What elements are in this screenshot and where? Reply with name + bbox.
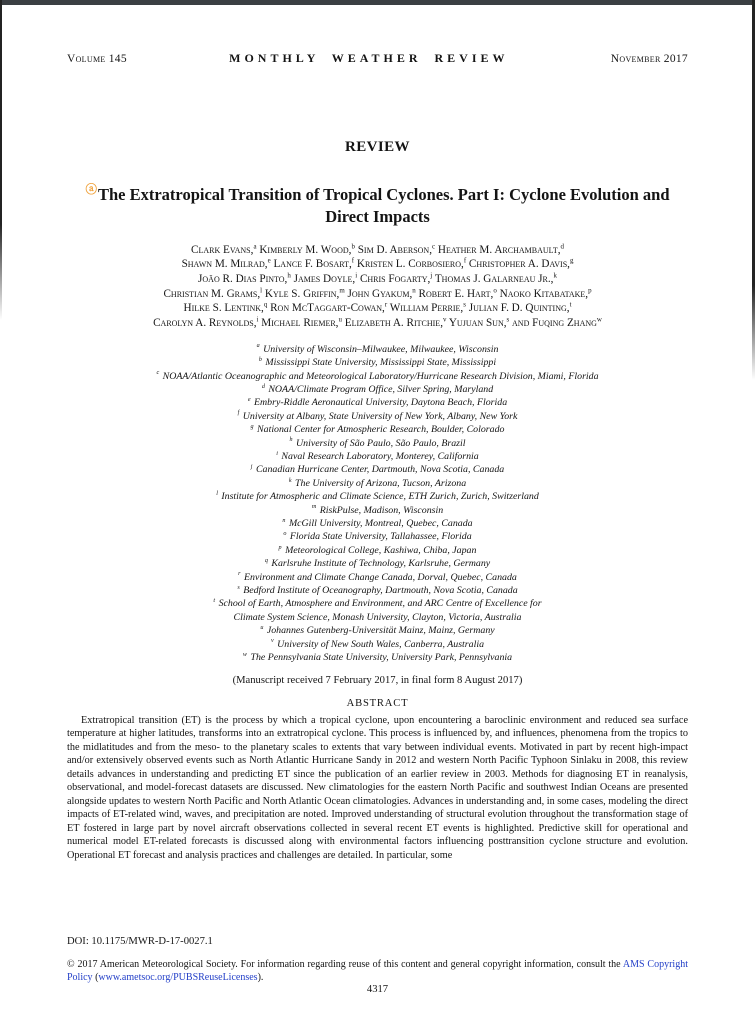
author-line: Shawn M. Milrad,$^e$ Lance F. Bosart,$^f$ Kristen L. Corbosiero,$^f$ Christopher A. Davis,$^g$ <box>181 256 574 271</box>
affiliation-line: $^p$ Meteorological College, Kashiwa, Chiba, Japan <box>278 544 477 556</box>
affiliation-line: Climate System Science, Monash University, Clayton, Victoria, Australia <box>233 611 522 623</box>
affiliation-line: $^c$ NOAA/Atlantic Oceanographic and Meteorological Laboratory/Hurricane Research Division, Miami, Florida <box>156 370 599 382</box>
affiliation-line: $^g$ National Center for Atmospheric Research, Boulder, Colorado <box>250 423 505 436</box>
affiliation-line: $^b$ Mississippi State University, Mississippi State, Mississippi <box>258 356 497 369</box>
page-number: 4317 <box>366 984 389 995</box>
affiliation-line: $^u$ Johannes Gutenberg-Universität Mainz, Mainz, Germany <box>260 624 495 637</box>
copyright-close: ). <box>257 972 264 984</box>
reuse-license-url-link[interactable]: www.ametsoc.org/PUBSReuseLicenses <box>98 972 258 984</box>
author-lines <box>67 243 688 331</box>
volume-label: Volume 145 <box>67 53 127 65</box>
author-line: Clark Evans,$^a$ Kimberly M. Wood,$^b$ Sim D. Aberson,$^c$ Heather M. Archambault,$^d$ <box>191 241 564 256</box>
affiliation-line: $^e$ Embry-Riddle Aeronautical University, Daytona Beach, Florida <box>247 397 508 409</box>
article-title: The Extratropical Transition of Tropical Cyclones. Part I: Cyclone Evolution and Direct Impacts <box>97 185 670 226</box>
copyright-text: © 2017 American Meteorological Society. For information regarding reuse of this content and general copyright information, consult the <box>67 959 623 970</box>
abstract-heading: ABSTRACT <box>346 697 409 709</box>
affiliation-line: $^w$ The Pennsylvania State University, University Park, Pennsylvania <box>242 651 513 664</box>
affiliation-line: $^a$ University of Wisconsin–Milwaukee, Milwaukee, Wisconsin <box>256 343 499 355</box>
affiliation-line: $^k$ The University of Arizona, Tucson, Arizona <box>288 477 467 489</box>
scan-top-edge <box>0 0 755 5</box>
affiliation-line: $^h$ University of São Paulo, São Paulo, Brazil <box>289 437 466 449</box>
scan-left-edge <box>0 0 2 320</box>
author-line: Carolyn A. Reynolds,$^i$ Michael Riemer,$^u$ Elizabeth A. Ritchie,$^v$ Yujuan Sun,$^s$ and Fuqing Zhang$^w$ <box>153 315 602 330</box>
affiliation-line: $^o$ Florida State University, Tallahassee, Florida <box>283 531 472 543</box>
section-label: REVIEW <box>345 139 410 155</box>
affiliation-line: $^r$ Environment and Climate Change Canada, Dorval, Quebec, Canada <box>238 571 517 583</box>
affiliation-line: $^l$ Institute for Atmospheric and Climate Science, ETH Zurich, Zurich, Switzerland <box>216 490 539 503</box>
affiliation-line: $^n$ McGill University, Montreal, Quebec, Canada <box>282 517 473 530</box>
affiliation-line: $^m$ RiskPulse, Madison, Wisconsin <box>311 504 444 516</box>
journal-name: MONTHLY WEATHER REVIEW <box>229 51 509 65</box>
affiliation-line: $^i$ Naval Research Laboratory, Monterey, California <box>276 450 479 462</box>
article-title-block <box>76 183 680 228</box>
abstract-text: Extratropical transition (ET) is the process by which a tropical cyclone, upon encountering a baroclinic environment and reduced sea surface temperature at higher latitudes, transforms into an extratropical cyclone. This process is influenced by, and influences, phenomena from the tropics to the midlatitudes and from the meso- to the planetary scales to extents that vary between individual events. Motivated in part by recent high-impact and/or extensively observed events such as North Atlantic Hurricane Sandy in 2012 and western North Pacific Typhoon Sinlaku in 2008, this review details advances in understanding and predicting ET since the publication of an earlier review in 2003. Methods for diagnosing ET in reanalysis, observational, and model-forecast datasets are discussed. New climatologies for the eastern North Pacific and southwest Indian Oceans are presented alongside updates to western North Pacific and North Atlantic Ocean climatologies. Advances in understanding and, in some cases, modeling the direct impacts of ET-related wind, waves, and precipitation are noted. Improved understanding of structural evolution throughout the transformation stage of ET fostered in large part by novel aircraft observations collected in several recent ET events is highlighted. Predictive skill for operational and numerical model ET-related forecasts is discussed along with environmental factors influencing posttransition cyclone structure and evolution. Operational ET forecast and analysis practices and challenges are detailed. In particular, some <box>67 714 688 861</box>
author-line: João R. Dias Pinto,$^h$ James Doyle,$^i$ Chris Fogarty,$^j$ Thomas J. Galarneau Jr.,$^k$ <box>198 271 557 285</box>
author-line: Hilke S. Lentink,$^q$ Ron McTaggart-Cowan,$^r$ William Perrie,$^s$ Julian F. D. Quinting,$^t$ <box>183 300 572 315</box>
affiliation-line: $^s$ Bedford Institute of Oceanography, Dartmouth, Nova Scotia, Canada <box>237 584 518 597</box>
affiliation-line: $^t$ School of Earth, Atmosphere and Environment, and ARC Centre of Excellence for <box>213 598 542 610</box>
issue-date: November 2017 <box>610 53 688 65</box>
open-access-icon[interactable]: ⓐ <box>85 184 97 196</box>
affiliation-line: $^f$ University at Albany, State University of New York, Albany, New York <box>237 410 518 422</box>
ams-copyright-policy-link[interactable]: AMS Copyright Policy <box>67 959 688 984</box>
affiliation-line: $^j$ Canadian Hurricane Center, Dartmouth, Nova Scotia, Canada <box>250 464 505 476</box>
affiliation-line: $^d$ NOAA/Climate Program Office, Silver Spring, Maryland <box>261 383 494 395</box>
copyright-paren: ( <box>92 972 99 984</box>
copyright-notice <box>67 958 688 984</box>
affiliation-list <box>67 343 688 665</box>
doi-text: DOI: 10.1175/MWR-D-17-0027.1 <box>67 936 213 947</box>
author-line: Christian M. Grams,$^l$ Kyle S. Griffin,$^m$ John Gyakum,$^n$ Robert E. Hart,$^o$ Naoko Kitabatake,$^p$ <box>163 285 592 300</box>
affiliation-line: $^v$ University of New South Wales, Canberra, Australia <box>270 638 485 650</box>
journal-header <box>67 51 688 66</box>
manuscript-note: (Manuscript received 7 February 2017, in final form 8 August 2017) <box>232 674 523 686</box>
affiliation-line: $^q$ Karlsruhe Institute of Technology, Karlsruhe, Germany <box>264 557 491 570</box>
